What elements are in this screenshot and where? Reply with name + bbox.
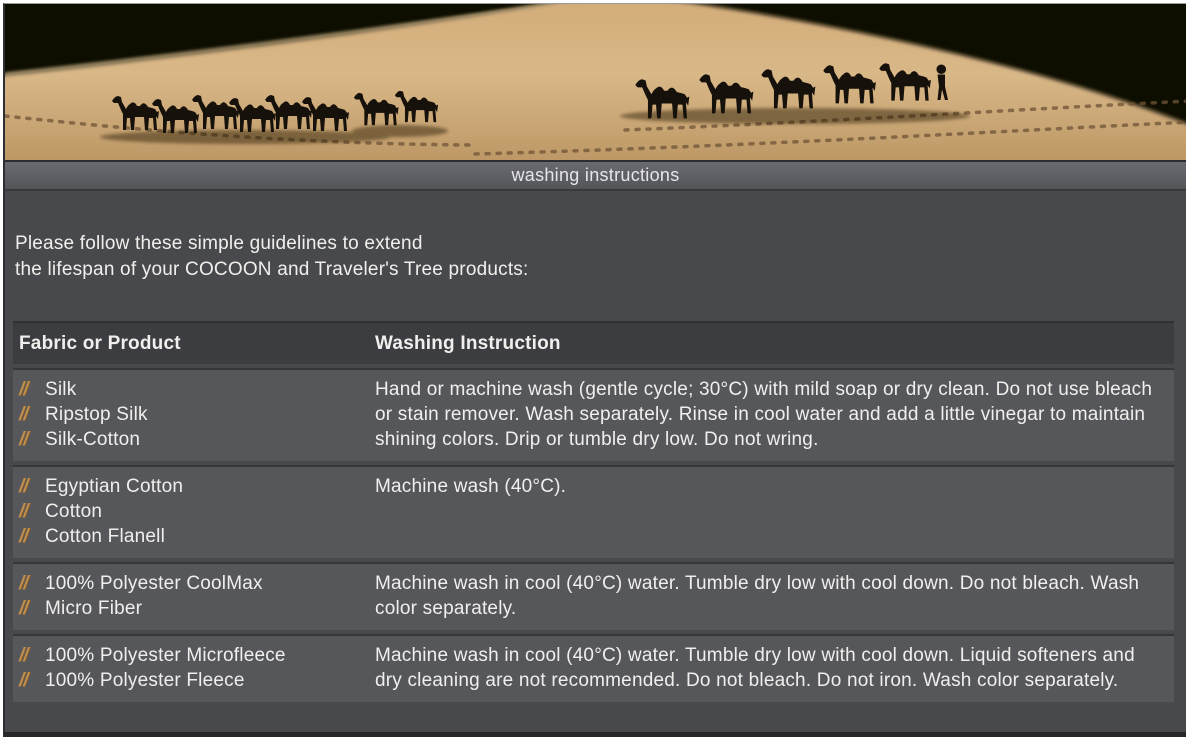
washing-instruction: Hand or machine wash (gentle cycle; 30°C) with mild soap or dry clean. Do not use bleach or stain remover. Wash separately. Rinse in cool water and add a little vinegar to maintain shining colors. Drip or tumble dry low. Do not wring.: [375, 379, 1153, 450]
table-row: [13, 562, 1174, 630]
col-header-instruction: Washing Instruction: [375, 333, 561, 354]
intro-text: [15, 231, 1174, 283]
fabric-list: [19, 474, 375, 549]
fabric-item: [19, 524, 375, 549]
double-slash-icon: //: [19, 573, 28, 594]
washing-instruction: Machine wash in cool (40°C) water. Tumble dry low with cool down. Liquid softeners and dry cleaning are not recommended. Do not bleach. Do not iron. Wash color separately.: [375, 645, 1135, 691]
page: [3, 3, 1186, 737]
fabric-item: [19, 571, 375, 596]
table-row: [13, 368, 1174, 461]
fabric-item: [19, 427, 375, 452]
double-slash-icon: //: [19, 670, 28, 691]
double-slash-icon: //: [19, 429, 28, 450]
double-slash-icon: //: [19, 526, 28, 547]
washing-table: [13, 321, 1174, 702]
fabric-name: 100% Polyester Fleece: [45, 670, 245, 691]
table-header-row: [13, 321, 1174, 364]
fabric-name: Ripstop Silk: [45, 404, 148, 425]
fabric-name: Silk-Cotton: [45, 429, 141, 450]
fabric-list: [19, 571, 375, 621]
fabric-name: Silk: [45, 379, 77, 400]
fabric-name: Cotton: [45, 501, 103, 522]
page-bottom-edge: [5, 732, 1186, 737]
fabric-item: [19, 474, 375, 499]
col-header-fabric: Fabric or Product: [19, 333, 181, 354]
fabric-item: [19, 377, 375, 402]
fabric-name: Egyptian Cotton: [45, 476, 184, 497]
fabric-item: [19, 643, 375, 668]
double-slash-icon: //: [19, 645, 28, 666]
double-slash-icon: //: [19, 379, 28, 400]
title-bar: [5, 160, 1186, 191]
intro-line-2: the lifespan of your COCOON and Traveler's Tree products:: [15, 259, 529, 280]
fabric-name: Cotton Flanell: [45, 526, 166, 547]
fabric-name: 100% Polyester CoolMax: [45, 573, 263, 594]
fabric-item: [19, 668, 375, 693]
fabric-item: [19, 402, 375, 427]
fabric-item: [19, 499, 375, 524]
double-slash-icon: //: [19, 598, 28, 619]
fabric-name: 100% Polyester Microfleece: [45, 645, 286, 666]
fabric-item: [19, 596, 375, 621]
desert-scene-svg: [5, 4, 1186, 160]
washing-instruction: Machine wash in cool (40°C) water. Tumble dry low with cool down. Do not bleach. Wash color separately.: [375, 573, 1140, 619]
table-row: [13, 465, 1174, 558]
double-slash-icon: //: [19, 476, 28, 497]
table-row: [13, 634, 1174, 702]
double-slash-icon: //: [19, 501, 28, 522]
fabric-name: Micro Fiber: [45, 598, 143, 619]
washing-instruction: Machine wash (40°C).: [375, 476, 567, 497]
content-area: [5, 191, 1186, 702]
fabric-list: [19, 643, 375, 693]
desert-caravan-image: [5, 4, 1186, 160]
fabric-list: [19, 377, 375, 452]
page-title: washing instructions: [511, 165, 680, 185]
intro-line-1: Please follow these simple guidelines to extend: [15, 233, 423, 254]
double-slash-icon: //: [19, 404, 28, 425]
